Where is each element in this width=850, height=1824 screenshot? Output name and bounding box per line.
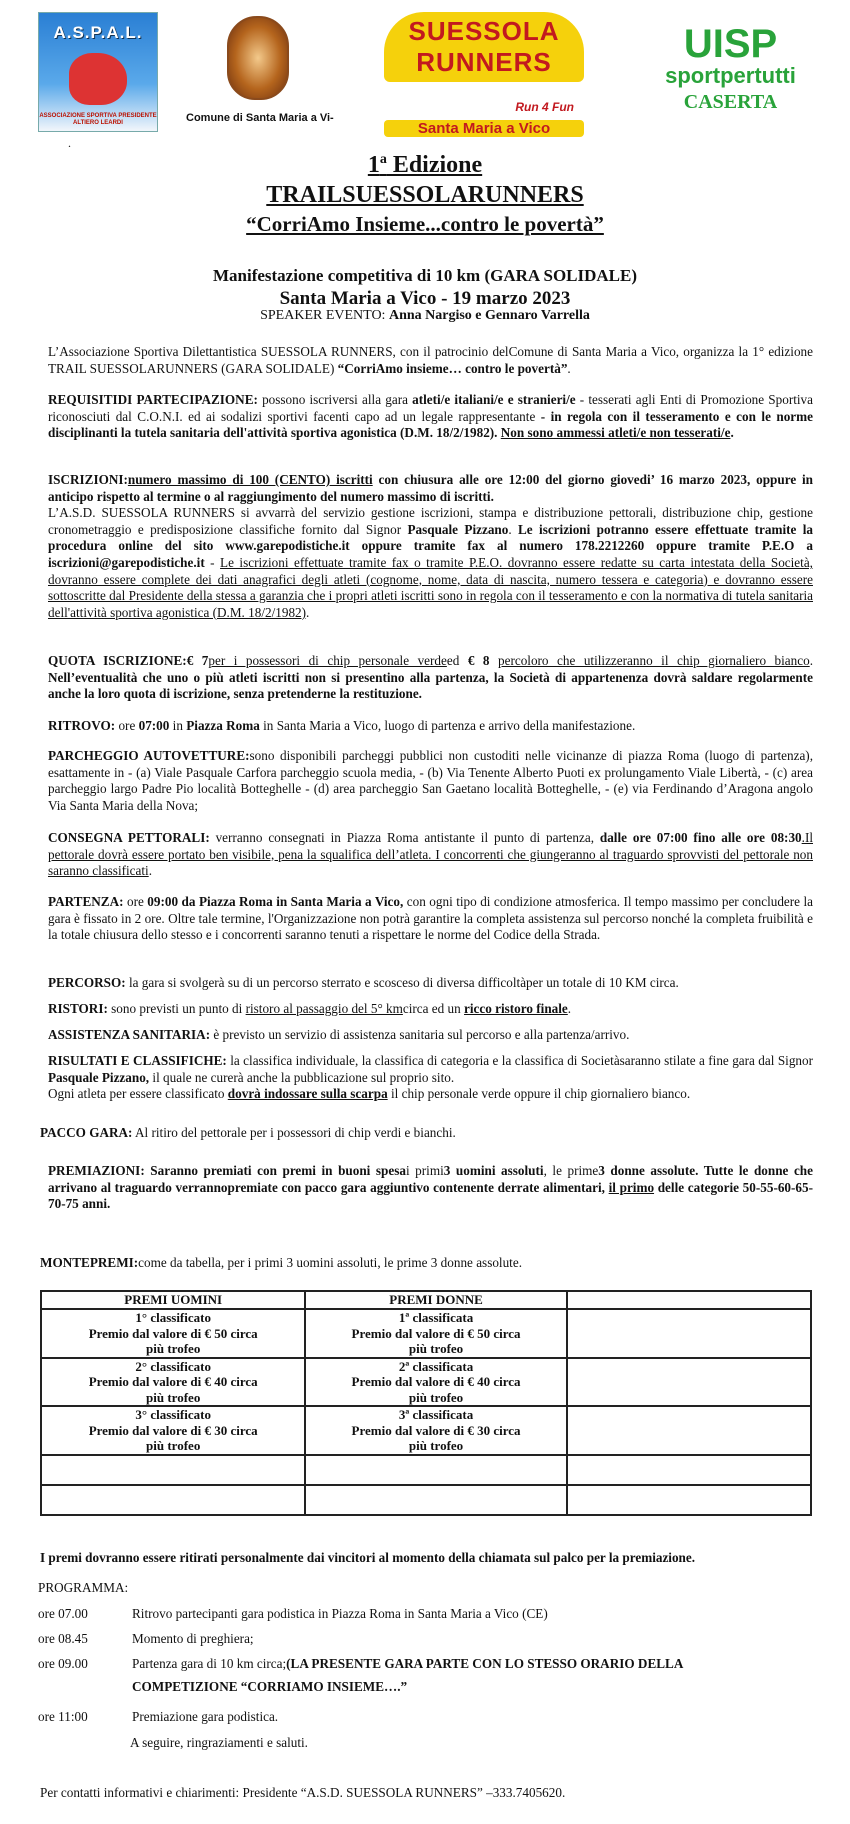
empty-cell [567,1406,811,1455]
program-desc-a: Partenza gara di 10 km circa; [132,1656,287,1671]
requisiti-paragraph [48,392,813,442]
premiazioni-a: Saranno premiati con premi in buoni spesa [144,1163,406,1178]
ritrovo-place: Piazza Roma [186,718,260,733]
requisiti-text-c: - tesserati agli Enti di Promozione Sportiva riconosciuti dal C.O.N.I. ed ai sodalizi sportivi facenti capo ad un legale rappresentante [48,392,813,424]
program-desc: Premiazione gara podistica. [132,1709,279,1724]
requisiti-not-admitted: Non sono ammessi atleti/e non tesserati/e [500,425,731,441]
requisiti-end: . [730,425,734,441]
aspal-logo-text: A.S.P.A.L. [53,23,143,42]
iscrizioni-max: numero massimo di 100 (CENTO) iscritti [127,472,373,487]
speaker-line [0,308,850,324]
partenza-time-place: 09:00 da Piazza Roma in Santa Maria a Vico, [147,894,404,909]
iscrizioni-dash: - [204,554,221,570]
table-row [41,1406,811,1455]
ristori-final: ricco ristoro finale [464,1001,568,1016]
logo-bar [38,12,818,137]
risultati-c: il quale ne curerà anche la pubblicazione sul proprio sito. [149,1069,455,1085]
requisiti-rules: - in regola con il tesseramento e con le norme disciplinanti la tutela sanitaria dell'attività sportiva agonistica (D.M. 18/2/1982). [48,408,813,441]
parcheggio-text: sono disponibili parcheggi pubblici non custoditi nelle vicinanze di piazza Roma (luogo di partenza), esattamente in - (a) Viale Pasquale Carfora parcheggio scuola media, - (b) Via Tenente Alberto Puoti ex prolungamento Viale Libertà, - (c) area parcheggio largo Padre Pio località Botteghelle - (d) area parcheggio San Gaetano località Botteghelle, - (e) via Ferdinando d’Aragona angolo Via Santa Maria della Nova; [48,748,813,813]
ritrovo-time: 07:00 [138,718,170,733]
risultati-f: il chip personale verde oppure il chip giornaliero bianco. [387,1086,691,1102]
program-desc-b: (LA PRESENTE GARA PARTE CON LO STESSO ORARIO DELLA [286,1656,684,1671]
intro-end: . [567,360,571,376]
suessola-runners-logo [384,12,584,137]
program-desc [132,1656,812,1702]
program-desc: Ritrovo partecipanti gara podistica in Piazza Roma in Santa Maria a Vico (CE) [132,1606,548,1621]
premiazioni-categories: delle categorie 50-55-60-65-70-75 anni. [48,1179,814,1212]
premiazioni-b: i primi [405,1163,444,1178]
premiazioni-d: , le prime [543,1163,599,1178]
consegna-label: CONSEGNA PETTORALI: [48,830,210,845]
risultati-provider: Pasquale Pizzano, [48,1069,150,1085]
empty-cell [305,1485,566,1515]
empty-cell [567,1485,811,1515]
ritrovo-label: RITROVO: [48,718,116,733]
consegna-a: verranno consegnati in Piazza Roma antistante il punto di partenza, [209,830,600,845]
event-title: TRAILSUESSOLARUNNERS [266,182,584,208]
prize-men-1: 1° classificato Premio dal valore di € 50 circa più trofeo [41,1309,305,1358]
table-row [41,1485,811,1515]
aspal-logo [38,12,158,132]
quota-sep: . [809,653,813,668]
uisp-logo-city: CASERTA [683,91,778,113]
pacco-label: PACCO GARA: [40,1125,133,1140]
contatti-line: Per contatti informativi e chiarimenti: Presidente “A.S.D. SUESSOLA RUNNERS” –333.7405620. [40,1785,566,1800]
risultati-label: RISULTATI E CLASSIFICHE: [48,1053,227,1068]
program-time: ore 09.00 [38,1656,88,1671]
program-time: ore 11:00 [38,1709,88,1724]
header-empty [567,1291,811,1309]
risultati-a: la classifica individuale, la classifica di categoria e la classifica di Societàsaranno stilate a fine gara dal Signor [226,1053,814,1068]
partenza-text: con ogni tipo di condizione atmosferica. Il tempo massimo per concludere la gara è fissato in 2 ore. Oltre tale termine, l'Organizzazione non potrà garantire la completa assistenza sul percorso nonché la completa fruibilità e la totale chiusura dello stesso e i concorrenti saranno tenuti a rispettare le norme del Codice della Strada. [48,894,814,943]
risultati-paragraph [48,1053,813,1103]
empty-cell [567,1455,811,1485]
premiazioni-label: PREMIAZIONI: [48,1163,145,1178]
edition-number: 1 [367,152,380,178]
quota-white-chip: percoloro che utilizzeranno il chip giornaliero bianco [498,653,810,668]
table-row [41,1358,811,1407]
aspal-logo-subtext: ASSOCIAZIONE SPORTIVA PRESIDENTE ALTIERO LEARDI [39,113,157,126]
ritrovo-c: in [169,718,187,733]
parcheggio-paragraph [48,748,813,814]
prize-men-3: 3° classificato Premio dal valore di € 30 circa più trofeo [41,1406,305,1455]
ristori-a: sono previsti un punto di [107,1001,246,1016]
ristori-end: . [567,1001,572,1016]
empty-cell [567,1309,811,1358]
premiazioni-first: il primo [608,1179,655,1195]
prize-table [40,1290,812,1516]
comune-crest [223,16,293,112]
requisiti-text-a: possono iscriversi alla gara [257,392,413,407]
consegna-end: . [148,863,152,879]
event-motto: “CorriAmo Insieme...contro le povertà” [246,212,604,236]
prize-women-2: 2ª classificata Premio dal valore di € 40 circa più trofeo [305,1358,566,1407]
program-time: ore 07.00 [38,1606,88,1621]
uisp-logo-title: UISP [683,22,778,66]
assistenza-text: è previsto un servizio di assistenza sanitaria sul percorso e alla partenza/arrivo. [210,1027,630,1042]
edition-superscript: a [379,152,387,167]
header-women: PREMI DONNE [305,1291,566,1309]
premiazioni-paragraph [48,1163,813,1213]
program-time: ore 08.45 [38,1631,88,1646]
partenza-a: ore [123,894,148,909]
program-closing: A seguire, ringraziamenti e saluti. [130,1735,308,1750]
iscrizioni-end: . [306,604,310,620]
competition-type: Manifestazione competitiva di 10 km (GARA SOLIDALE) [212,266,638,285]
header-men: PREMI UOMINI [41,1291,305,1309]
quota-and: ed [446,653,468,668]
uisp-logo-tagline: sportpertutti [665,63,796,88]
quota-society-rule: Nell’eventualità che uno o più atleti iscritti non si presentino alla partenza, la Società di appartenenza dovrà saldare regolarmente anche la loro quota di iscrizione, senza pretenderne la restituzione. [48,669,813,702]
iscrizioni-methods: Le iscrizioni potranno essere effettuate tramite la procedura online del sito www.garepodistiche.it oppure tramite fax al numero 178.2212260 oppure tramite P.E.O a iscrizioni@garepodistiche.it [48,521,814,570]
partenza-paragraph [48,894,813,944]
premiazioni-women: 3 donne assolute. Tutte le donne che arrivano al traguardo verrannopremiate con pacco gara aggiuntivo contenente derrate alimentari, [48,1163,813,1195]
crest-icon [227,16,289,100]
ritrovo-paragraph [48,718,813,735]
iscrizioni-fax-rules: Le iscrizioni effettuate tramite fax o tramite P.E.O. dovranno essere redatte su carta intestata della Società, dovranno essere complete dei dati anagrafici degli atleti (cognome, nome, data di nascita, numero tessera e categoria) e dovranno essere sottoscritte dal Presidente della stessa a garanzia che i propri atleti iscritti sono in regola con il tesseramento e con la normativa di tutela sanitaria dell'attività sportiva agonistica (D.M. 18/2/1982) [48,554,813,620]
assistenza-label: ASSISTENZA SANITARIA: [48,1027,211,1042]
quota-price-8: € 8 [467,653,498,668]
consegna-rule: .Il pettorale dovrà essere portato ben visibile, pena la squalifica dell’atleta. I concorrenti che giungeranno al traguardo sprovvisti del pettorale non saranno classificati [48,830,813,879]
ritiro-premi-note: I premi dovranno essere ritirati personalmente dai vincitori al momento della chiamata sul palco per la premiazione. [40,1550,696,1565]
partenza-label: PARTENZA: [48,894,124,909]
risultati-d: Ogni atleta per essere classificato [48,1086,228,1102]
speaker-label: SPEAKER EVENTO: [260,308,389,323]
percorso-text: la gara si svolgerà su di un percorso sterrato e scosceso di diversa difficoltàper un totale di 10 KM circa. [125,975,679,990]
ristori-c: circa ed un [402,1001,465,1016]
iscrizioni-paragraph [48,472,813,621]
empty-cell [41,1485,305,1515]
edition-word: Edizione [386,152,483,178]
montepremi-label: MONTEPREMI: [40,1255,139,1270]
stray-dot: . [68,136,71,150]
intro-text: L’Associazione Sportiva Dilettantistica SUESSOLA RUNNERS, con il patrocinio delComune di Santa Maria a Vico, organizza la 1° edizione TRAIL SUESSOLARUNNERS (GARA SOLIDALE) [48,344,813,376]
intro-motto: “CorriAmo insieme… contro le povertà” [337,360,568,376]
ritrovo-e: in Santa Maria a Vico, luogo di partenza e arrivo della manifestazione. [259,718,636,733]
empty-cell [567,1358,811,1407]
iscrizioni-service: L’A.S.D. SUESSOLA RUNNERS si avvarrà del servizio gestione iscrizioni, stampa e distribuzione pettorali, distribuzione chip, gestione cronometraggio e predisposizione classifiche fornito dal Signor [48,505,813,537]
percorso-paragraph [48,975,813,992]
requisiti-label: REQUISITIDI PARTECIPAZIONE: [48,392,258,407]
edition-title [0,152,850,179]
risultati-shoe: dovrà indossare sulla scarpa [227,1086,388,1102]
prize-women-1: 1ª classificata Premio dal valore di € 50 circa più trofeo [305,1309,566,1358]
iscrizioni-deadline: con chiusura alle ore 12:00 del giorno giovedi’ 16 marzo 2023, oppure in anticipo rispetto al termine o al raggiungimento del numero massimo di iscritti. [48,472,814,504]
prize-men-2: 2° classificato Premio dal valore di € 40 circa più trofeo [41,1358,305,1407]
intro-paragraph [48,344,813,377]
comune-label: Comune di Santa Maria a Vi- [186,112,334,124]
programma-title: PROGRAMMA: [38,1580,129,1595]
iscrizioni-provider: Pasquale Pizzano [407,521,509,537]
quota-paragraph [48,653,813,703]
quota-green-chip: per i possessori di chip personale verde [208,653,447,668]
program-desc: Momento di preghiera; [132,1631,254,1646]
assistenza-paragraph [48,1027,813,1044]
quota-label: QUOTA ISCRIZIONE:€ 7 [48,653,209,668]
italy-map-icon [69,53,127,105]
program-desc-c: COMPETIZIONE “CORRIAMO INSIEME….” [132,1679,408,1694]
table-row [41,1309,811,1358]
consegna-hours: dalle ore 07:00 fino alle ore 08:30 [599,830,802,845]
table-row [41,1455,811,1485]
ristori-label: RISTORI: [48,1001,108,1016]
speaker-names: Anna Nargiso e Gennaro Varrella [388,308,590,323]
iscrizioni-sep: . [508,521,519,537]
montepremi-text: come da tabella, per i primi 3 uomini assoluti, le prime 3 donne assolute. [138,1255,522,1270]
pacco-paragraph [40,1125,805,1142]
pacco-text: Al ritiro del pettorale per i possessori di chip verdi e bianchi. [132,1125,456,1140]
empty-cell [41,1455,305,1485]
requisiti-athletes: atleti/e italiani/e e stranieri/e [412,392,576,407]
runners-logo-tagline: Run 4 Fun [515,100,574,114]
percorso-label: PERCORSO: [48,975,126,990]
runners-logo-title: SUESSOLA RUNNERS [384,12,584,82]
table-header-row [41,1291,811,1309]
ritrovo-a: ore [115,718,139,733]
uisp-logo [643,22,818,132]
ristori-paragraph [48,1001,813,1018]
montepremi-paragraph [40,1255,805,1272]
consegna-paragraph [48,830,813,880]
empty-cell [305,1455,566,1485]
ristori-5km: ristoro al passaggio del 5° km [245,1001,403,1016]
runners-logo-town: Santa Maria a Vico [384,120,584,137]
premiazioni-men: 3 uomini assoluti [443,1163,544,1178]
prize-women-3: 3ª classificata Premio dal valore di € 30 circa più trofeo [305,1406,566,1455]
parcheggio-label: PARCHEGGIO AUTOVETTURE: [48,748,250,763]
iscrizioni-label: ISCRIZIONI: [48,472,128,487]
place-date: Santa Maria a Vico - 19 marzo 2023 [279,288,571,309]
